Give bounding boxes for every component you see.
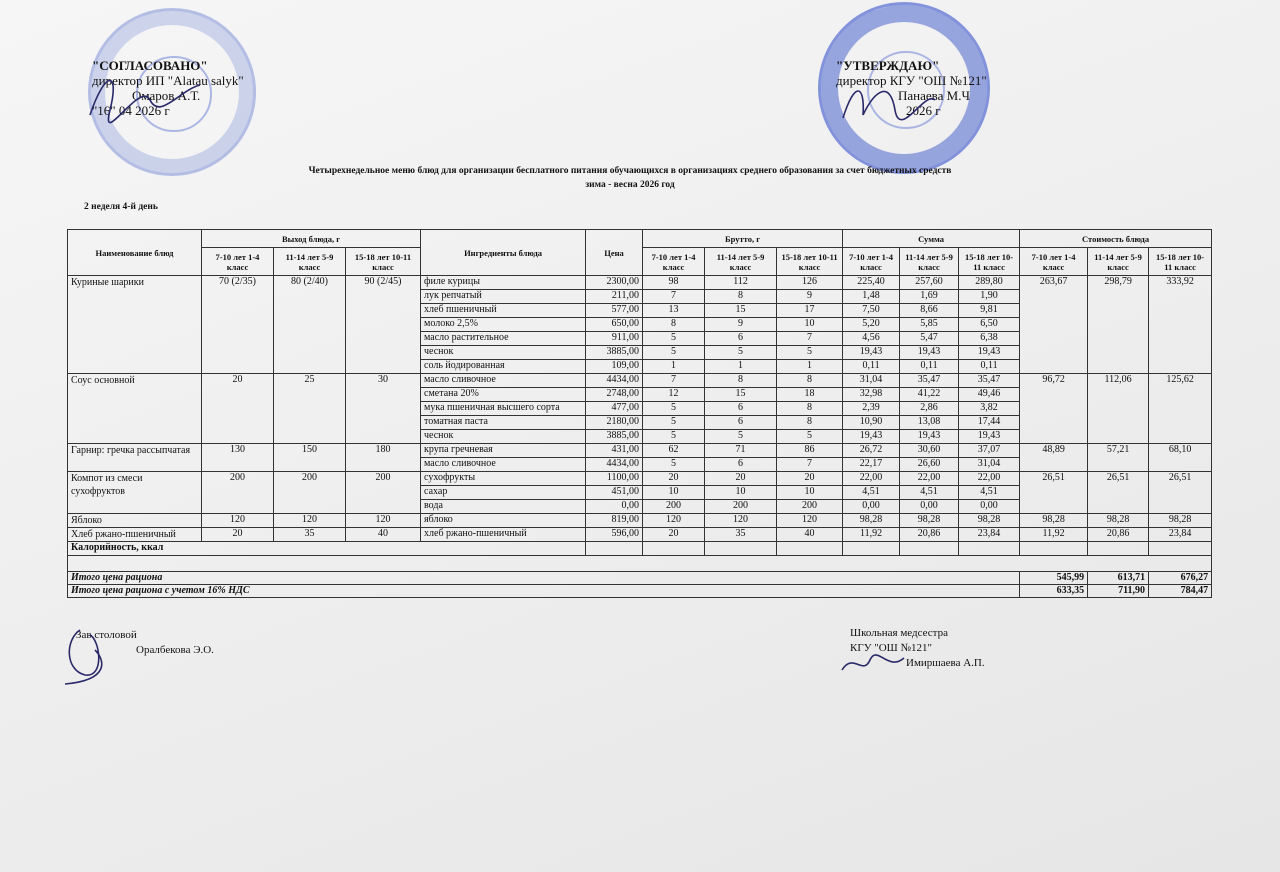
sum-age2: 30,60 xyxy=(900,444,959,458)
sum-age3: 4,51 xyxy=(959,486,1020,500)
dish-output: 70 (2/35) xyxy=(202,276,274,374)
brutto-age3: 5 xyxy=(777,430,843,444)
sum-age2: 41,22 xyxy=(900,388,959,402)
sum-age3: 23,84 xyxy=(959,528,1020,542)
brutto-age1: 8 xyxy=(643,318,705,332)
sum-age1: 98,28 xyxy=(843,514,900,528)
sum-age1: 26,72 xyxy=(843,444,900,458)
dish-output: 20 xyxy=(202,528,274,542)
footer-right-name: Имиршаева А.П. xyxy=(906,657,985,669)
ingredient-price: 819,00 xyxy=(586,514,643,528)
dish-cost: 20,86 xyxy=(1088,528,1149,542)
brutto-age3: 200 xyxy=(777,500,843,514)
sum-age1: 225,40 xyxy=(843,276,900,290)
brutto-age2: 20 xyxy=(705,472,777,486)
approval-right-name: Панаева М.Ч xyxy=(898,88,970,103)
dish-output: 150 xyxy=(274,444,346,472)
sum-age3: 35,47 xyxy=(959,374,1020,388)
sum-age3: 19,43 xyxy=(959,430,1020,444)
approval-right-title: "УТВЕРЖДАЮ" xyxy=(836,58,940,73)
dish-output: 200 xyxy=(346,472,421,514)
dish-output: 120 xyxy=(274,514,346,528)
dish-output: 130 xyxy=(202,444,274,472)
ingredient-price: 650,00 xyxy=(586,318,643,332)
ingredient-name: сухофрукты xyxy=(421,472,586,486)
table-row xyxy=(68,472,1212,486)
sum-age1: 0,00 xyxy=(843,500,900,514)
ingredient-price: 3885,00 xyxy=(586,430,643,444)
sum-age2: 20,86 xyxy=(900,528,959,542)
ingredient-name: соль йодированная xyxy=(421,360,586,374)
menu-table xyxy=(67,229,1212,598)
header-dish: Наименование блюд xyxy=(68,230,202,276)
header-cost-age3: 15-18 лет 10-11 класс xyxy=(1149,248,1212,276)
sum-age1: 32,98 xyxy=(843,388,900,402)
dish-output: 80 (2/40) xyxy=(274,276,346,374)
ingredient-price: 577,00 xyxy=(586,304,643,318)
brutto-age1: 20 xyxy=(643,472,705,486)
brutto-age3: 8 xyxy=(777,402,843,416)
ingredient-price: 911,00 xyxy=(586,332,643,346)
dish-name: Яблоко xyxy=(68,514,202,528)
sum-age2: 5,85 xyxy=(900,318,959,332)
dish-output: 40 xyxy=(346,528,421,542)
sum-age3: 0,00 xyxy=(959,500,1020,514)
dish-cost: 263,67 xyxy=(1020,276,1088,374)
total-vat-age1: 633,35 xyxy=(1020,585,1088,598)
brutto-age2: 71 xyxy=(705,444,777,458)
brutto-age3: 1 xyxy=(777,360,843,374)
sum-age3: 1,90 xyxy=(959,290,1020,304)
sum-age3: 6,38 xyxy=(959,332,1020,346)
brutto-age2: 1 xyxy=(705,360,777,374)
ingredient-name: сметана 20% xyxy=(421,388,586,402)
brutto-age2: 35 xyxy=(705,528,777,542)
signature-right xyxy=(835,70,945,130)
sum-age2: 4,51 xyxy=(900,486,959,500)
dish-cost: 98,28 xyxy=(1149,514,1212,528)
brutto-age1: 7 xyxy=(643,374,705,388)
ingredient-name: филе курицы xyxy=(421,276,586,290)
ingredient-name: чеснок xyxy=(421,346,586,360)
brutto-age1: 200 xyxy=(643,500,705,514)
sum-age1: 22,17 xyxy=(843,458,900,472)
sum-age2: 19,43 xyxy=(900,430,959,444)
approval-left-position: директор ИП "Alatau salyk" xyxy=(92,73,244,88)
brutto-age2: 6 xyxy=(705,416,777,430)
approval-left-title: "СОГЛАСОВАНО" xyxy=(92,58,208,73)
ingredient-name: масло сливочное xyxy=(421,458,586,472)
brutto-age1: 7 xyxy=(643,290,705,304)
sum-age1: 22,00 xyxy=(843,472,900,486)
sum-age2: 98,28 xyxy=(900,514,959,528)
sum-age3: 98,28 xyxy=(959,514,1020,528)
sum-age1: 10,90 xyxy=(843,416,900,430)
ingredient-price: 4434,00 xyxy=(586,458,643,472)
brutto-age3: 40 xyxy=(777,528,843,542)
sum-age1: 1,48 xyxy=(843,290,900,304)
approval-right-date: 2026 г xyxy=(906,103,941,118)
dish-cost: 48,89 xyxy=(1020,444,1088,472)
table-row xyxy=(68,276,1212,290)
sum-age1: 19,43 xyxy=(843,430,900,444)
sum-age3: 37,07 xyxy=(959,444,1020,458)
dish-cost: 26,51 xyxy=(1149,472,1212,514)
brutto-age3: 9 xyxy=(777,290,843,304)
sum-age2: 22,00 xyxy=(900,472,959,486)
approval-left-name: Омаров А.Т. xyxy=(132,88,201,103)
sum-age1: 31,04 xyxy=(843,374,900,388)
header-brutto-age1: 7-10 лет 1-4 класс xyxy=(643,248,705,276)
dish-name: Хлеб ржано-пшеничный xyxy=(68,528,202,542)
ingredient-name: масло сливочное xyxy=(421,374,586,388)
brutto-age2: 6 xyxy=(705,458,777,472)
header-cost-age2: 11-14 лет 5-9 класс xyxy=(1088,248,1149,276)
footer-right-position: Школьная медсестра xyxy=(850,627,948,639)
header-output: Выход блюда, г xyxy=(202,230,421,248)
header-cost: Стоимость блюда xyxy=(1020,230,1212,248)
total-age2: 613,71 xyxy=(1088,572,1149,585)
brutto-age1: 20 xyxy=(643,528,705,542)
brutto-age1: 5 xyxy=(643,416,705,430)
brutto-age1: 120 xyxy=(643,514,705,528)
brutto-age3: 8 xyxy=(777,374,843,388)
dish-output: 180 xyxy=(346,444,421,472)
sum-age3: 22,00 xyxy=(959,472,1020,486)
sum-age2: 5,47 xyxy=(900,332,959,346)
brutto-age1: 5 xyxy=(643,430,705,444)
brutto-age2: 10 xyxy=(705,486,777,500)
dish-cost: 98,28 xyxy=(1020,514,1088,528)
header-output-age2: 11-14 лет 5-9 класс xyxy=(274,248,346,276)
sum-age2: 0,11 xyxy=(900,360,959,374)
calories-label: Калорийность, ккал xyxy=(68,542,586,556)
ingredient-name: яблоко xyxy=(421,514,586,528)
sum-age1: 19,43 xyxy=(843,346,900,360)
ingredient-price: 0,00 xyxy=(586,500,643,514)
brutto-age1: 98 xyxy=(643,276,705,290)
brutto-age3: 8 xyxy=(777,416,843,430)
table-row xyxy=(68,444,1212,458)
dish-name: Соус основной xyxy=(68,374,202,444)
sum-age3: 0,11 xyxy=(959,360,1020,374)
signature-left xyxy=(80,60,230,130)
ingredient-name: томатная паста xyxy=(421,416,586,430)
brutto-age1: 10 xyxy=(643,486,705,500)
dish-cost: 96,72 xyxy=(1020,374,1088,444)
brutto-age3: 17 xyxy=(777,304,843,318)
brutto-age1: 13 xyxy=(643,304,705,318)
ingredient-name: крупа гречневая xyxy=(421,444,586,458)
brutto-age2: 120 xyxy=(705,514,777,528)
ingredient-name: мука пшеничная высшего сорта xyxy=(421,402,586,416)
document-title xyxy=(240,164,1020,192)
brutto-age2: 200 xyxy=(705,500,777,514)
ingredient-name: лук репчатый xyxy=(421,290,586,304)
ingredient-name: чеснок xyxy=(421,430,586,444)
dish-output: 120 xyxy=(346,514,421,528)
brutto-age2: 5 xyxy=(705,346,777,360)
dish-cost: 298,79 xyxy=(1088,276,1149,374)
week-label: 2 неделя 4-й день xyxy=(84,202,158,212)
ingredient-price: 4434,00 xyxy=(586,374,643,388)
brutto-age2: 5 xyxy=(705,430,777,444)
dish-output: 25 xyxy=(274,374,346,444)
ingredient-price: 451,00 xyxy=(586,486,643,500)
dish-name: Гарнир: гречка рассыпчатая xyxy=(68,444,202,472)
header-brutto-age3: 15-18 лет 10-11 класс xyxy=(777,248,843,276)
signature-footer-right xyxy=(838,650,908,678)
dish-output: 30 xyxy=(346,374,421,444)
sum-age1: 4,56 xyxy=(843,332,900,346)
footer-right-org: КГУ "ОШ №121" xyxy=(850,642,933,654)
total-age1: 545,99 xyxy=(1020,572,1088,585)
footer-left-name: Оралбекова Э.О. xyxy=(136,644,214,656)
brutto-age3: 5 xyxy=(777,346,843,360)
ingredient-price: 431,00 xyxy=(586,444,643,458)
sum-age3: 289,80 xyxy=(959,276,1020,290)
dish-cost: 26,51 xyxy=(1020,472,1088,514)
brutto-age3: 20 xyxy=(777,472,843,486)
dish-output: 20 xyxy=(202,374,274,444)
brutto-age3: 7 xyxy=(777,458,843,472)
sum-age2: 257,60 xyxy=(900,276,959,290)
signature-footer-left xyxy=(60,620,130,690)
ingredient-price: 3885,00 xyxy=(586,346,643,360)
sum-age2: 2,86 xyxy=(900,402,959,416)
footer-left-position: Зав.столовой xyxy=(76,629,137,641)
sum-age2: 26,60 xyxy=(900,458,959,472)
dish-output: 120 xyxy=(202,514,274,528)
sum-age1: 0,11 xyxy=(843,360,900,374)
total-vat-age3: 784,47 xyxy=(1149,585,1212,598)
ingredient-name: хлеб ржано-пшеничный xyxy=(421,528,586,542)
ingredient-name: сахар xyxy=(421,486,586,500)
sum-age2: 8,66 xyxy=(900,304,959,318)
brutto-age1: 12 xyxy=(643,388,705,402)
sum-age3: 19,43 xyxy=(959,346,1020,360)
brutto-age1: 5 xyxy=(643,346,705,360)
header-sum-age2: 11-14 лет 5-9 класс xyxy=(900,248,959,276)
ingredient-price: 109,00 xyxy=(586,360,643,374)
ingredient-price: 2300,00 xyxy=(586,276,643,290)
sum-age2: 19,43 xyxy=(900,346,959,360)
brutto-age3: 126 xyxy=(777,276,843,290)
ingredient-price: 596,00 xyxy=(586,528,643,542)
dish-output: 90 (2/45) xyxy=(346,276,421,374)
brutto-age2: 8 xyxy=(705,290,777,304)
sum-age1: 5,20 xyxy=(843,318,900,332)
brutto-age3: 10 xyxy=(777,318,843,332)
total-vat-label: Итого цена рациона с учетом 16% НДС xyxy=(68,585,1020,598)
brutto-age2: 112 xyxy=(705,276,777,290)
brutto-age2: 9 xyxy=(705,318,777,332)
brutto-age2: 15 xyxy=(705,304,777,318)
dish-cost: 68,10 xyxy=(1149,444,1212,472)
header-brutto: Брутто, г xyxy=(643,230,843,248)
header-output-age1: 7-10 лет 1-4 класс xyxy=(202,248,274,276)
dish-cost: 333,92 xyxy=(1149,276,1212,374)
dish-output: 35 xyxy=(274,528,346,542)
approval-left-date: "16" 04 2026 г xyxy=(92,103,170,118)
brutto-age2: 6 xyxy=(705,332,777,346)
total-age3: 676,27 xyxy=(1149,572,1212,585)
total-vat-age2: 711,90 xyxy=(1088,585,1149,598)
brutto-age3: 10 xyxy=(777,486,843,500)
sum-age3: 3,82 xyxy=(959,402,1020,416)
brutto-age1: 5 xyxy=(643,458,705,472)
sum-age2: 13,08 xyxy=(900,416,959,430)
sum-age2: 35,47 xyxy=(900,374,959,388)
ingredient-price: 2180,00 xyxy=(586,416,643,430)
dish-cost: 11,92 xyxy=(1020,528,1088,542)
dish-cost: 57,21 xyxy=(1088,444,1149,472)
total-label: Итого цена рациона xyxy=(68,572,1020,585)
sum-age3: 17,44 xyxy=(959,416,1020,430)
sum-age3: 31,04 xyxy=(959,458,1020,472)
ingredient-price: 477,00 xyxy=(586,402,643,416)
brutto-age1: 1 xyxy=(643,360,705,374)
dish-output: 200 xyxy=(274,472,346,514)
dish-name: Компот из смеси сухофруктов xyxy=(68,472,202,514)
header-cost-age1: 7-10 лет 1-4 класс xyxy=(1020,248,1088,276)
brutto-age3: 7 xyxy=(777,332,843,346)
sum-age3: 6,50 xyxy=(959,318,1020,332)
sum-age1: 4,51 xyxy=(843,486,900,500)
table-row xyxy=(68,374,1212,388)
dish-cost: 23,84 xyxy=(1149,528,1212,542)
brutto-age1: 62 xyxy=(643,444,705,458)
ingredient-name: молоко 2,5% xyxy=(421,318,586,332)
header-output-age3: 15-18 лет 10-11 класс xyxy=(346,248,421,276)
brutto-age3: 18 xyxy=(777,388,843,402)
sum-age1: 2,39 xyxy=(843,402,900,416)
ingredient-name: хлеб пшеничный xyxy=(421,304,586,318)
sum-age3: 49,46 xyxy=(959,388,1020,402)
dish-cost: 98,28 xyxy=(1088,514,1149,528)
sum-age1: 7,50 xyxy=(843,304,900,318)
dish-cost: 125,62 xyxy=(1149,374,1212,444)
ingredient-name: масло растительное xyxy=(421,332,586,346)
header-sum-age3: 15-18 лет 10-11 класс xyxy=(959,248,1020,276)
table-row xyxy=(68,528,1212,542)
sum-age3: 9,81 xyxy=(959,304,1020,318)
document-title-line1: Четырехнедельное меню блюд для организации бесплатного питания обучающихся в организациях среднего образования за счет бюджетных средств xyxy=(308,166,952,176)
brutto-age2: 15 xyxy=(705,388,777,402)
dish-name: Куриные шарики xyxy=(68,276,202,374)
header-ingredients: Ингредиенты блюда xyxy=(421,230,586,276)
brutto-age3: 86 xyxy=(777,444,843,458)
ingredient-price: 2748,00 xyxy=(586,388,643,402)
brutto-age3: 120 xyxy=(777,514,843,528)
header-sum-age1: 7-10 лет 1-4 класс xyxy=(843,248,900,276)
ingredient-name: вода xyxy=(421,500,586,514)
sum-age2: 1,69 xyxy=(900,290,959,304)
sum-age2: 0,00 xyxy=(900,500,959,514)
approval-right-position: директор КГУ "ОШ №121" xyxy=(836,73,987,88)
document-title-line2: зима - весна 2026 год xyxy=(585,180,675,190)
brutto-age1: 5 xyxy=(643,402,705,416)
table-row xyxy=(68,514,1212,528)
header-price: Цена xyxy=(586,230,643,276)
dish-cost: 26,51 xyxy=(1088,472,1149,514)
header-brutto-age2: 11-14 лет 5-9 класс xyxy=(705,248,777,276)
brutto-age2: 8 xyxy=(705,374,777,388)
ingredient-price: 1100,00 xyxy=(586,472,643,486)
brutto-age1: 5 xyxy=(643,332,705,346)
ingredient-price: 211,00 xyxy=(586,290,643,304)
dish-output: 200 xyxy=(202,472,274,514)
sum-age1: 11,92 xyxy=(843,528,900,542)
dish-cost: 112,06 xyxy=(1088,374,1149,444)
brutto-age2: 6 xyxy=(705,402,777,416)
header-sum: Сумма xyxy=(843,230,1020,248)
